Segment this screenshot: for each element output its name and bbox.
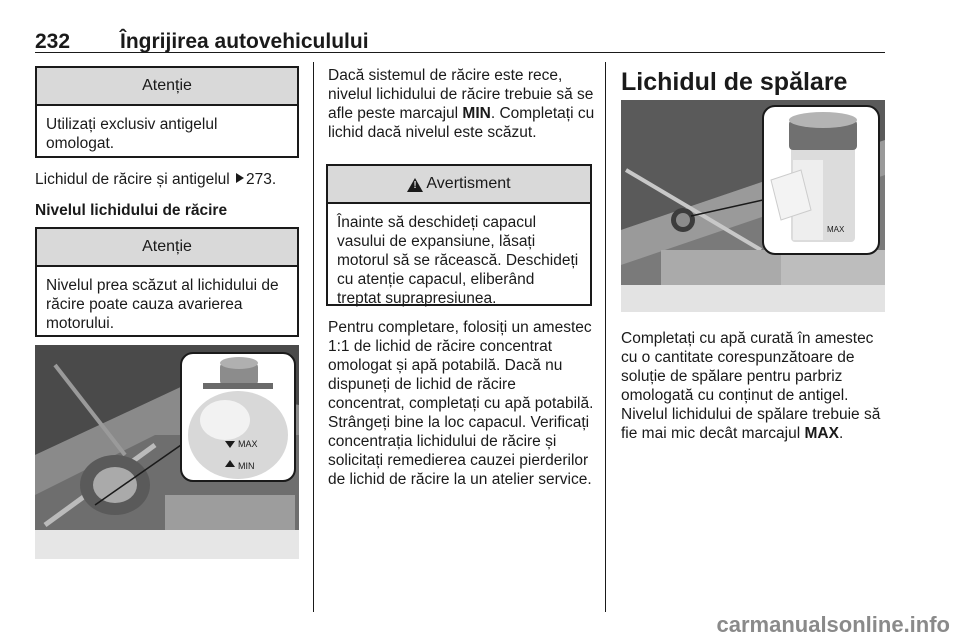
caution-title: Atenție (37, 229, 297, 267)
coolant-level-paragraph (328, 66, 596, 142)
caution-title: Atenție (37, 68, 297, 106)
page-number: 232 (35, 30, 71, 53)
washer-fluid-heading: Lichidul de spălare (621, 68, 848, 96)
page-title: Îngrijirea autovehiculului (120, 30, 369, 53)
caution-text: Nivelul prea scăzut al lichidului de răcire poate cauza avarierea motorului. (46, 277, 279, 332)
min-mark-label: MIN (238, 461, 255, 471)
washer-fluid-image (621, 100, 885, 312)
page-reference-icon (236, 173, 244, 183)
coolant-reference-page[interactable]: 273. (246, 171, 277, 188)
caution-box (35, 66, 299, 158)
max-mark-label: MAX (238, 439, 258, 449)
column-divider (313, 62, 314, 612)
watermark: carmanualsonline.info (716, 612, 950, 637)
washer-refill-paragraph: Completați cu apă curată în amestec cu o cantitate corespunzătoare de soluție de spălare pentru parbriz omologată cu conținut de antigel. (621, 330, 874, 404)
warning-title (328, 166, 590, 204)
paragraph-text: Dacă sistemul de răcire este rece, nivelul lichidului de răcire trebuie să se afle peste marcajul (328, 67, 594, 122)
paragraph-text: . Completați cu lichid dacă nivelul este scăzut. (328, 105, 595, 141)
warning-box (326, 164, 592, 306)
warning-text: Înainte să deschideți capacul vasului de expansiune, lăsați motorul să se răcească. Deschideți cu atenție capacul, eliberând treptat suprapresiunea. (337, 214, 579, 307)
washer-fluid-illustration (621, 100, 885, 312)
header-rule (35, 52, 885, 53)
refill-paragraph: Pentru completare, folosiți un amestec 1:1 de lichid de răcire concentrat omologat și apă potabilă. Dacă nu dispuneți de lichid de răcire concentrat, completați cu apă potabilă. Strângeți bine la loc capacul. Verificați concentrația lichidului de răcire și solicitați remedierea cauzei pierderilor de lichid de răcire la un atelier service. (328, 319, 594, 488)
caution-text: Utilizați exclusiv antigelul omologat. (46, 116, 218, 152)
max-mark-text: MAX (804, 425, 839, 442)
max-mark-label: MAX (827, 225, 845, 234)
section-heading: Nivelul lichidului de răcire (35, 202, 228, 219)
min-mark-text: MIN (462, 105, 491, 122)
caution-box (35, 227, 299, 337)
column-divider (605, 62, 606, 612)
paragraph-text: . (838, 425, 844, 442)
coolant-reference-text: Lichidul de răcire și antigelul (35, 171, 230, 188)
coolant-reservoir-image (35, 345, 299, 559)
coolant-reservoir-illustration (35, 345, 299, 559)
warning-title-text: Avertisment (426, 175, 511, 192)
paragraph-text: Nivelul lichidului de spălare trebuie să fie mai mic decât marcajul (621, 406, 881, 442)
warning-triangle-icon (407, 178, 423, 192)
washer-level-paragraph (621, 405, 889, 443)
coolant-reference (35, 170, 305, 189)
